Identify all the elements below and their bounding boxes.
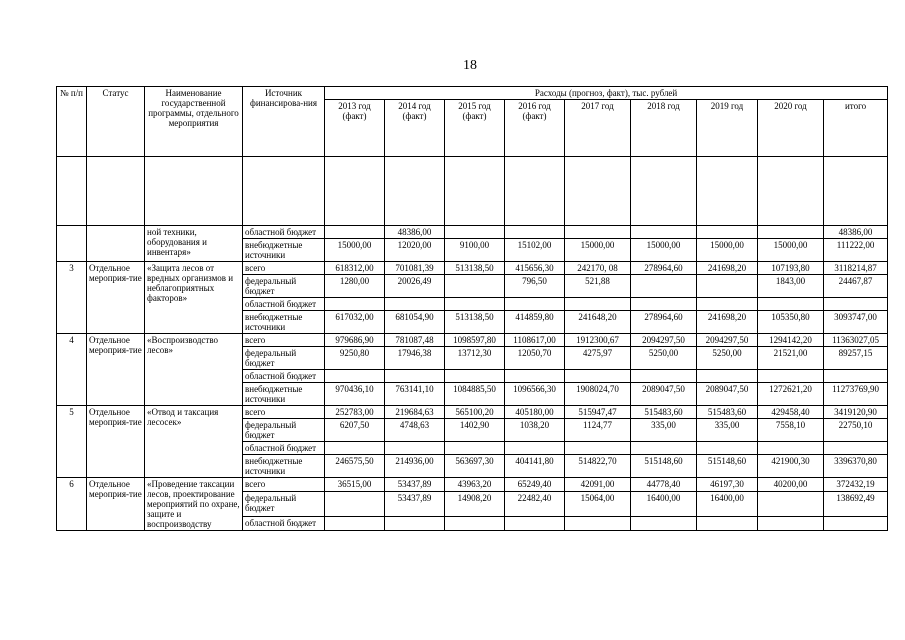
value-cell xyxy=(565,298,631,311)
value-cell: 14908,20 xyxy=(445,492,505,517)
value-cell: 429458,40 xyxy=(758,406,824,419)
funding-source: федеральный бюджет xyxy=(243,419,325,442)
value-cell: 521,88 xyxy=(565,275,631,298)
value-cell: 617032,00 xyxy=(325,311,385,334)
item-number: 6 xyxy=(57,478,87,531)
value-cell xyxy=(758,442,824,455)
value-cell: 1098597,80 xyxy=(445,334,505,347)
value-cell: 5250,00 xyxy=(631,347,697,370)
header-year: 2015 год (факт) xyxy=(445,100,505,157)
value-cell xyxy=(445,298,505,311)
value-cell: 15064,00 xyxy=(565,492,631,517)
value-cell: 781087,48 xyxy=(385,334,445,347)
value-cell: 13712,30 xyxy=(445,347,505,370)
funding-source: всего xyxy=(243,262,325,275)
measure-name: «Защита лесов от вредных организмов и неблагоприятных факторов» xyxy=(145,262,243,334)
value-cell: 22750,10 xyxy=(824,419,888,442)
item-number: 5 xyxy=(57,406,87,478)
value-cell xyxy=(824,516,888,530)
value-cell: 335,00 xyxy=(631,419,697,442)
value-cell: 404141,80 xyxy=(505,455,565,478)
value-cell: 2089047,50 xyxy=(697,383,758,406)
empty-cell xyxy=(57,157,87,226)
value-cell: 11363027,05 xyxy=(824,334,888,347)
value-cell xyxy=(758,298,824,311)
value-cell: 618312,00 xyxy=(325,262,385,275)
value-cell: 1272621,20 xyxy=(758,383,824,406)
value-cell: 15000,00 xyxy=(325,239,385,262)
header-status: Статус xyxy=(87,87,145,157)
item-status: Отдельное мероприя-тие xyxy=(87,406,145,478)
value-cell: 6207,50 xyxy=(325,419,385,442)
funding-source: федеральный бюджет xyxy=(243,275,325,298)
value-cell: 515148,60 xyxy=(697,455,758,478)
value-cell xyxy=(758,516,824,530)
value-cell: 107193,80 xyxy=(758,262,824,275)
funding-source: федеральный бюджет xyxy=(243,492,325,517)
header-expenses: Расходы (прогноз, факт), тыс. рублей xyxy=(325,87,888,100)
value-cell xyxy=(505,370,565,383)
value-cell: 563697,30 xyxy=(445,455,505,478)
value-cell: 796,50 xyxy=(505,275,565,298)
funding-source: внебюджетные источники xyxy=(243,383,325,406)
value-cell xyxy=(325,370,385,383)
value-cell: 2089047,50 xyxy=(631,383,697,406)
value-cell: 9100,00 xyxy=(445,239,505,262)
value-cell xyxy=(445,516,505,530)
funding-source: всего xyxy=(243,478,325,492)
value-cell xyxy=(565,370,631,383)
value-cell xyxy=(505,226,565,239)
value-cell: 105350,80 xyxy=(758,311,824,334)
value-cell: 278964,60 xyxy=(631,262,697,275)
measure-name: ной техники, оборудования и инвентаря» xyxy=(145,226,243,262)
value-cell xyxy=(697,298,758,311)
value-cell: 252783,00 xyxy=(325,406,385,419)
funding-source: областной бюджет xyxy=(243,298,325,311)
value-cell xyxy=(565,516,631,530)
value-cell: 241698,20 xyxy=(697,262,758,275)
value-cell: 40200,00 xyxy=(758,478,824,492)
value-cell xyxy=(385,370,445,383)
funding-source: областной бюджет xyxy=(243,370,325,383)
value-cell xyxy=(697,370,758,383)
value-cell: 219684,63 xyxy=(385,406,445,419)
value-cell xyxy=(631,298,697,311)
value-cell: 9250,80 xyxy=(325,347,385,370)
value-cell: 241698,20 xyxy=(697,311,758,334)
value-cell: 515483,60 xyxy=(631,406,697,419)
value-cell: 421900,30 xyxy=(758,455,824,478)
value-cell xyxy=(325,298,385,311)
value-cell: 48386,00 xyxy=(385,226,445,239)
value-cell xyxy=(445,442,505,455)
table-row xyxy=(57,406,888,419)
value-cell: 3419120,90 xyxy=(824,406,888,419)
value-cell: 214936,00 xyxy=(385,455,445,478)
value-cell: 44778,40 xyxy=(631,478,697,492)
header-year: 2014 год (факт) xyxy=(385,100,445,157)
value-cell: 246575,50 xyxy=(325,455,385,478)
value-cell: 1280,00 xyxy=(325,275,385,298)
value-cell: 138692,49 xyxy=(824,492,888,517)
value-cell: 2094297,50 xyxy=(697,334,758,347)
value-cell: 565100,20 xyxy=(445,406,505,419)
value-cell: 12050,70 xyxy=(505,347,565,370)
value-cell: 1912300,67 xyxy=(565,334,631,347)
value-cell: 7558,10 xyxy=(758,419,824,442)
value-cell: 372432,19 xyxy=(824,478,888,492)
value-cell xyxy=(505,516,565,530)
funding-source: областной бюджет xyxy=(243,516,325,530)
item-status: Отдельное мероприя-тие xyxy=(87,334,145,406)
funding-source: областной бюджет xyxy=(243,226,325,239)
spacer-row xyxy=(57,157,888,226)
value-cell: 701081,39 xyxy=(385,262,445,275)
funding-source: областной бюджет xyxy=(243,442,325,455)
table-row xyxy=(57,478,888,492)
value-cell xyxy=(445,275,505,298)
funding-source: внебюджетные источники xyxy=(243,455,325,478)
value-cell xyxy=(325,492,385,517)
value-cell: 48386,00 xyxy=(824,226,888,239)
value-cell: 16400,00 xyxy=(631,492,697,517)
value-cell: 514822,70 xyxy=(565,455,631,478)
value-cell: 15000,00 xyxy=(697,239,758,262)
value-cell xyxy=(697,442,758,455)
value-cell: 17946,38 xyxy=(385,347,445,370)
empty-cell xyxy=(145,157,243,226)
value-cell xyxy=(824,298,888,311)
value-cell: 415656,30 xyxy=(505,262,565,275)
header-num: № п/п xyxy=(57,87,87,157)
item-number: 3 xyxy=(57,262,87,334)
value-cell xyxy=(631,226,697,239)
status-cell xyxy=(87,226,145,262)
value-cell: 763141,10 xyxy=(385,383,445,406)
empty-cell xyxy=(385,157,445,226)
value-cell xyxy=(697,516,758,530)
value-cell: 16400,00 xyxy=(697,492,758,517)
empty-cell xyxy=(243,157,325,226)
value-cell xyxy=(385,516,445,530)
value-cell: 1096566,30 xyxy=(505,383,565,406)
value-cell: 11273769,90 xyxy=(824,383,888,406)
header-source: Источник финансирова-ния xyxy=(243,87,325,157)
table-row xyxy=(57,334,888,347)
value-cell xyxy=(631,275,697,298)
num-cell xyxy=(57,226,87,262)
value-cell: 241648,20 xyxy=(565,311,631,334)
value-cell: 515148,60 xyxy=(631,455,697,478)
value-cell: 3093747,00 xyxy=(824,311,888,334)
value-cell: 12020,00 xyxy=(385,239,445,262)
value-cell: 1124,77 xyxy=(565,419,631,442)
value-cell: 3396370,80 xyxy=(824,455,888,478)
value-cell: 46197,30 xyxy=(697,478,758,492)
value-cell: 42091,00 xyxy=(565,478,631,492)
value-cell: 43963,20 xyxy=(445,478,505,492)
table-row xyxy=(57,262,888,275)
page-number: 18 xyxy=(463,58,477,73)
value-cell: 53437,89 xyxy=(385,478,445,492)
header-year: 2016 год (факт) xyxy=(505,100,565,157)
value-cell: 513138,50 xyxy=(445,311,505,334)
value-cell xyxy=(631,442,697,455)
funding-source: всего xyxy=(243,334,325,347)
value-cell xyxy=(824,370,888,383)
header-year: 2018 год xyxy=(631,100,697,157)
empty-cell xyxy=(631,157,697,226)
value-cell xyxy=(631,370,697,383)
empty-cell xyxy=(824,157,888,226)
value-cell xyxy=(385,442,445,455)
item-number: 4 xyxy=(57,334,87,406)
value-cell: 111222,00 xyxy=(824,239,888,262)
item-status: Отдельное мероприя-тие xyxy=(87,478,145,531)
header-row-1 xyxy=(57,87,888,100)
value-cell: 1084885,50 xyxy=(445,383,505,406)
empty-cell xyxy=(325,157,385,226)
funding-source: внебюджетные источники xyxy=(243,239,325,262)
value-cell: 335,00 xyxy=(697,419,758,442)
value-cell: 681054,90 xyxy=(385,311,445,334)
value-cell: 278964,60 xyxy=(631,311,697,334)
value-cell xyxy=(697,275,758,298)
value-cell: 4748,63 xyxy=(385,419,445,442)
empty-cell xyxy=(697,157,758,226)
value-cell: 515947,47 xyxy=(565,406,631,419)
empty-cell xyxy=(565,157,631,226)
funding-source: внебюджетные источники xyxy=(243,311,325,334)
header-year: итого xyxy=(824,100,888,157)
value-cell xyxy=(445,370,505,383)
value-cell: 414859,80 xyxy=(505,311,565,334)
value-cell xyxy=(325,516,385,530)
value-cell: 1108617,00 xyxy=(505,334,565,347)
header-year: 2019 год xyxy=(697,100,758,157)
value-cell: 89257,15 xyxy=(824,347,888,370)
value-cell: 20026,49 xyxy=(385,275,445,298)
value-cell: 2094297,50 xyxy=(631,334,697,347)
table-row xyxy=(57,226,888,239)
header-year: 2017 год xyxy=(565,100,631,157)
header-year: 2013 год (факт) xyxy=(325,100,385,157)
value-cell xyxy=(385,298,445,311)
value-cell: 513138,50 xyxy=(445,262,505,275)
value-cell xyxy=(505,298,565,311)
value-cell: 22482,40 xyxy=(505,492,565,517)
value-cell xyxy=(565,442,631,455)
value-cell: 970436,10 xyxy=(325,383,385,406)
value-cell xyxy=(758,492,824,517)
empty-cell xyxy=(758,157,824,226)
funding-source: всего xyxy=(243,406,325,419)
value-cell: 5250,00 xyxy=(697,347,758,370)
value-cell: 1402,90 xyxy=(445,419,505,442)
item-status: Отдельное мероприя-тие xyxy=(87,262,145,334)
value-cell: 15000,00 xyxy=(631,239,697,262)
value-cell: 979686,90 xyxy=(325,334,385,347)
value-cell xyxy=(758,370,824,383)
measure-name: «Воспроизводство лесов» xyxy=(145,334,243,406)
value-cell: 15102,00 xyxy=(505,239,565,262)
value-cell xyxy=(445,226,505,239)
value-cell xyxy=(325,226,385,239)
value-cell: 24467,87 xyxy=(824,275,888,298)
value-cell xyxy=(697,226,758,239)
empty-cell xyxy=(87,157,145,226)
value-cell xyxy=(505,442,565,455)
value-cell: 515483,60 xyxy=(697,406,758,419)
value-cell: 242170, 08 xyxy=(565,262,631,275)
value-cell xyxy=(758,226,824,239)
empty-cell xyxy=(445,157,505,226)
value-cell: 1843,00 xyxy=(758,275,824,298)
value-cell: 4275,97 xyxy=(565,347,631,370)
expenses-table xyxy=(56,86,888,531)
value-cell: 405180,00 xyxy=(505,406,565,419)
value-cell: 21521,00 xyxy=(758,347,824,370)
value-cell: 65249,40 xyxy=(505,478,565,492)
value-cell xyxy=(631,516,697,530)
value-cell xyxy=(325,442,385,455)
value-cell: 15000,00 xyxy=(758,239,824,262)
value-cell xyxy=(824,442,888,455)
value-cell: 1294142,20 xyxy=(758,334,824,347)
measure-name: «Отвод и таксация лесосек» xyxy=(145,406,243,478)
header-name: Наименование государственной программы, отдельного мероприятия xyxy=(145,87,243,157)
value-cell: 53437,89 xyxy=(385,492,445,517)
empty-cell xyxy=(505,157,565,226)
value-cell: 15000,00 xyxy=(565,239,631,262)
value-cell: 1038,20 xyxy=(505,419,565,442)
value-cell: 1908024,70 xyxy=(565,383,631,406)
value-cell: 3118214,87 xyxy=(824,262,888,275)
header-year: 2020 год xyxy=(758,100,824,157)
measure-name: «Проведение таксации лесов, проектирование мероприятий по охране, защите и воспроизводству xyxy=(145,478,243,531)
funding-source: федеральный бюджет xyxy=(243,347,325,370)
value-cell: 36515,00 xyxy=(325,478,385,492)
value-cell xyxy=(565,226,631,239)
